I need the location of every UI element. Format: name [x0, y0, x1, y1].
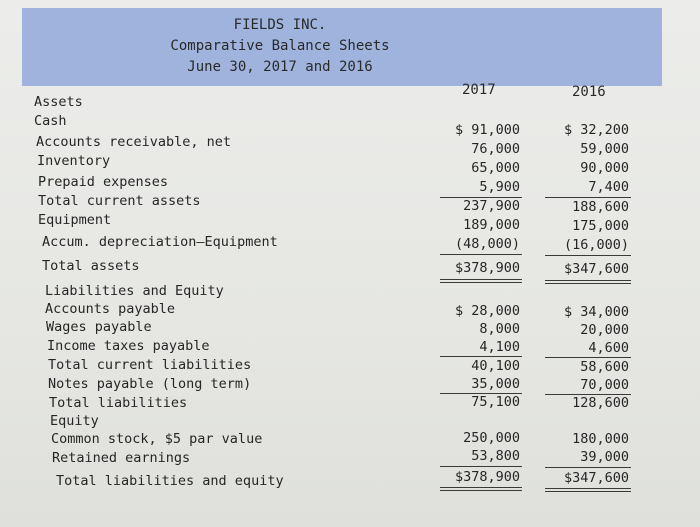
liabilities-heading: Liabilities and Equity [45, 283, 224, 299]
value-2017: 75,100 [471, 394, 520, 410]
value-2017: 76,000 [471, 141, 520, 157]
value-2016: 20,000 [580, 322, 629, 338]
row-label: Total liabilities [49, 395, 188, 411]
value-2016: 188,600 [572, 199, 629, 215]
value-2017: 189,000 [463, 217, 520, 233]
value-2017: 5,900 [479, 179, 520, 195]
value-2017: (48,000) [454, 236, 520, 252]
underline [545, 255, 631, 256]
statement-title: Comparative Balance Sheets [170, 38, 390, 54]
row-label: Total liabilities and equity [56, 473, 284, 489]
value-2017: 237,900 [463, 198, 520, 214]
underline [440, 356, 522, 357]
row-label: Total current assets [38, 193, 201, 209]
value-2016: $347,600 [563, 470, 629, 486]
row-label: Accum. depreciation–Equipment [42, 234, 278, 250]
value-2017: $378,900 [454, 260, 520, 276]
underline [440, 466, 522, 467]
double-underline [440, 487, 522, 491]
value-2017: $ 91,000 [454, 122, 520, 138]
row-label: Prepaid expenses [38, 174, 169, 190]
value-2017: $ 28,000 [454, 303, 520, 319]
row-label: Equipment [38, 212, 112, 228]
assets-heading: Assets [34, 94, 83, 110]
row-label: Accounts receivable, net [36, 134, 232, 150]
value-2017: 65,000 [471, 160, 520, 176]
value-2016: 70,000 [580, 377, 629, 393]
value-2017: 35,000 [471, 376, 520, 392]
value-2017: 40,100 [471, 358, 520, 374]
year-2017-header: 2017 [462, 82, 496, 98]
statement-date: June 30, 2017 and 2016 [187, 59, 373, 75]
value-2016: (16,000) [563, 237, 629, 253]
row-label: Accounts payable [45, 301, 176, 317]
value-2016: $347,600 [563, 261, 629, 277]
value-2016: 4,600 [588, 340, 629, 356]
value-2016: 128,600 [572, 395, 629, 411]
value-2017: 8,000 [479, 321, 520, 337]
value-2016: 7,400 [588, 179, 629, 195]
underline [545, 197, 631, 198]
double-underline [545, 280, 631, 284]
value-2017: 250,000 [463, 430, 520, 446]
underline [545, 357, 631, 358]
value-2016: 175,000 [572, 218, 629, 234]
year-2016-header: 2016 [572, 84, 606, 100]
double-underline [545, 488, 631, 492]
underline [545, 467, 631, 468]
row-label: Wages payable [46, 319, 152, 335]
company-name: FIELDS INC. [233, 17, 327, 33]
row-label: Inventory [37, 153, 111, 169]
row-label: Total assets [42, 258, 140, 274]
value-2016: 39,000 [580, 449, 629, 465]
value-2016: 59,000 [580, 141, 629, 157]
row-label: Income taxes payable [47, 338, 210, 354]
row-label: Common stock, $5 par value [51, 431, 263, 447]
double-underline [440, 279, 522, 283]
row-label: Retained earnings [52, 450, 191, 466]
value-2016: $ 32,200 [563, 122, 629, 138]
value-2017: $378,900 [454, 469, 520, 485]
value-2016: 180,000 [572, 431, 629, 447]
value-2016: 58,600 [580, 359, 629, 375]
row-label: Total current liabilities [48, 357, 252, 373]
row-label: Cash [34, 113, 67, 129]
value-2017: 53,800 [471, 448, 520, 464]
underline [440, 254, 522, 255]
row-label: Notes payable (long term) [48, 376, 252, 392]
value-2016: $ 34,000 [563, 304, 629, 320]
value-2016: 90,000 [580, 160, 629, 176]
value-2017: 4,100 [479, 339, 520, 355]
equity-heading: Equity [50, 413, 99, 429]
